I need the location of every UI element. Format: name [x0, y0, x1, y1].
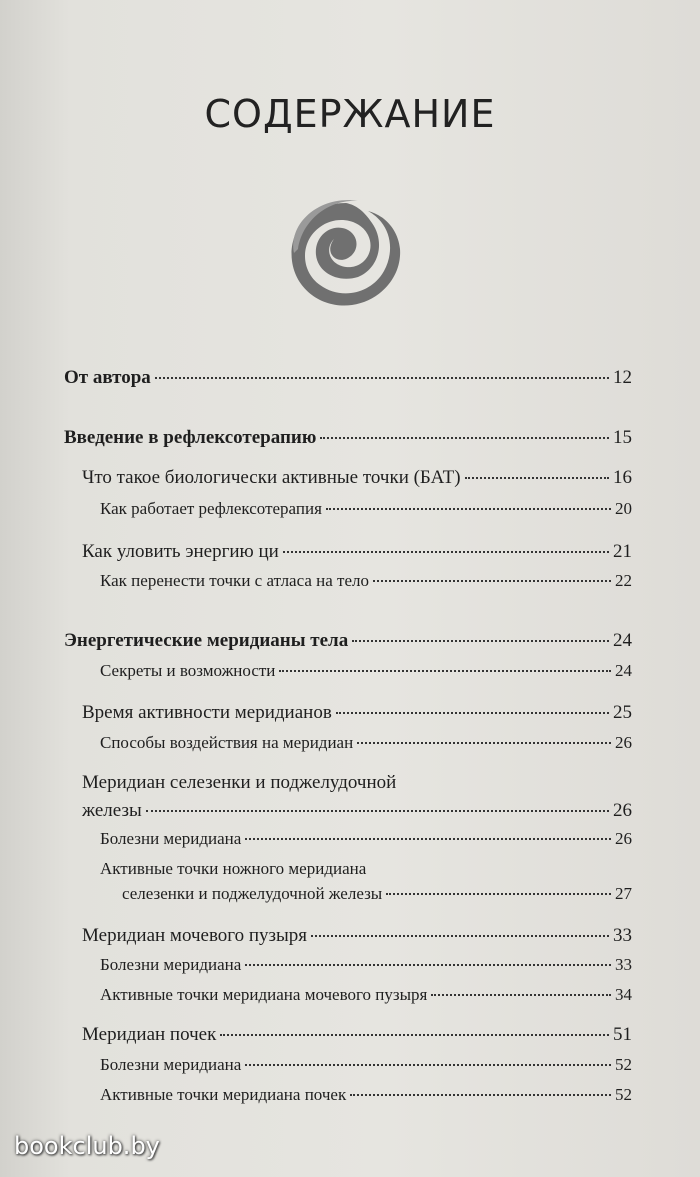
- dot-leader: [350, 1094, 611, 1096]
- toc-page-number: 33: [615, 955, 632, 974]
- toc-entry-label: Что такое биологически активные точки (БАТ): [82, 467, 461, 488]
- dot-leader: [386, 893, 611, 895]
- toc-page-number: 26: [613, 800, 632, 821]
- watermark: bookclub.by: [14, 1132, 160, 1160]
- toc-entry-label: Как перенести точки с атласа на тело: [100, 571, 370, 590]
- dot-leader: [311, 935, 609, 937]
- toc-entry[interactable]: [82, 467, 632, 489]
- toc-entry-label: Секреты и возможности: [100, 661, 276, 680]
- toc-page-number: 12: [613, 367, 632, 388]
- dot-leader: [245, 1064, 611, 1066]
- dot-leader: [245, 964, 611, 966]
- toc-entry[interactable]: [100, 1084, 632, 1106]
- toc-page-number: 24: [615, 661, 632, 680]
- toc-entry-label: Введение в рефлексотерапию: [64, 427, 317, 448]
- toc-entry-label: Меридиан мочевого пузыря: [82, 925, 308, 946]
- toc-entry[interactable]: [100, 954, 632, 976]
- toc-entry-label: От автора: [64, 367, 151, 388]
- dot-leader: [357, 742, 611, 744]
- dot-leader: [431, 994, 611, 996]
- dot-leader: [465, 477, 609, 479]
- toc-entry-label: Активные точки меридиана мочевого пузыря: [100, 985, 428, 1004]
- toc-entry[interactable]: [64, 367, 632, 389]
- toc-entry[interactable]: [82, 800, 632, 822]
- toc-entry[interactable]: [100, 828, 632, 850]
- toc-entry-label: Как уловить энергию ци: [82, 541, 279, 562]
- toc-page-number: 34: [615, 985, 632, 1004]
- toc-entry-label-line2: железы: [82, 800, 142, 821]
- dot-leader: [146, 810, 609, 812]
- dot-leader: [336, 712, 609, 714]
- toc-entry-label: Как работает рефлексотерапия: [100, 499, 322, 518]
- toc-entry[interactable]: [82, 1024, 632, 1046]
- toc-entry-label: Меридиан почек: [82, 1024, 217, 1045]
- dot-leader: [326, 508, 611, 510]
- toc-entry-label: Болезни меридиана: [100, 829, 242, 848]
- toc-page-number: 33: [613, 925, 632, 946]
- toc-page-number: 21: [613, 541, 632, 562]
- toc-entry[interactable]: [100, 570, 632, 592]
- toc-page-number: 27: [615, 884, 632, 903]
- dot-leader: [373, 580, 611, 582]
- toc-entry-label: Активные точки меридиана почек: [100, 1085, 347, 1104]
- toc-page-number: 52: [615, 1085, 632, 1104]
- toc-entry-label: Болезни меридиана: [100, 1055, 242, 1074]
- toc-entry-label: Способы воздействия на меридиан: [100, 733, 354, 752]
- toc-entry[interactable]: [100, 498, 632, 520]
- page-title: СОДЕРЖАНИЕ: [204, 92, 496, 136]
- dot-leader: [220, 1034, 609, 1036]
- dot-leader: [352, 640, 609, 642]
- toc-page-number: 24: [613, 630, 632, 651]
- toc-entry-label: Время активности меридианов: [82, 702, 332, 723]
- toc-entry[interactable]: [122, 883, 632, 905]
- toc-page-number: 16: [613, 467, 632, 488]
- toc-page-number: 52: [615, 1055, 632, 1074]
- toc-page-number: 26: [615, 733, 632, 752]
- toc-entry[interactable]: [82, 925, 632, 947]
- toc-page-number: 25: [613, 702, 632, 723]
- toc-entry[interactable]: [82, 541, 632, 563]
- toc-entry[interactable]: [100, 732, 632, 754]
- toc-entry[interactable]: [100, 984, 632, 1006]
- dot-leader: [155, 377, 609, 379]
- spiral-logo-icon: [280, 193, 412, 315]
- toc-entry[interactable]: [100, 1054, 632, 1076]
- toc-entry-label: Энергетические меридианы тела: [64, 630, 349, 651]
- toc-page-number: 26: [615, 829, 632, 848]
- toc-entry[interactable]: [64, 427, 632, 449]
- dot-leader: [279, 670, 611, 672]
- toc-entry[interactable]: [100, 660, 632, 682]
- toc-page-number: 20: [615, 499, 632, 518]
- toc-entry-label-line1[interactable]: Активные точки ножного меридиана: [100, 859, 367, 878]
- dot-leader: [283, 551, 609, 553]
- toc-entry-label-line1[interactable]: Меридиан селезенки и поджелудочной: [82, 772, 397, 793]
- toc-entry-label: Болезни меридиана: [100, 955, 242, 974]
- dot-leader: [245, 838, 611, 840]
- dot-leader: [320, 437, 609, 439]
- toc-entry-label-line2: селезенки и поджелудочной железы: [122, 884, 383, 903]
- toc-page-number: 22: [615, 571, 632, 590]
- toc-page-number: 51: [613, 1024, 632, 1045]
- toc-entry[interactable]: [82, 702, 632, 724]
- toc-page-number: 15: [613, 427, 632, 448]
- toc-entry[interactable]: [64, 630, 632, 652]
